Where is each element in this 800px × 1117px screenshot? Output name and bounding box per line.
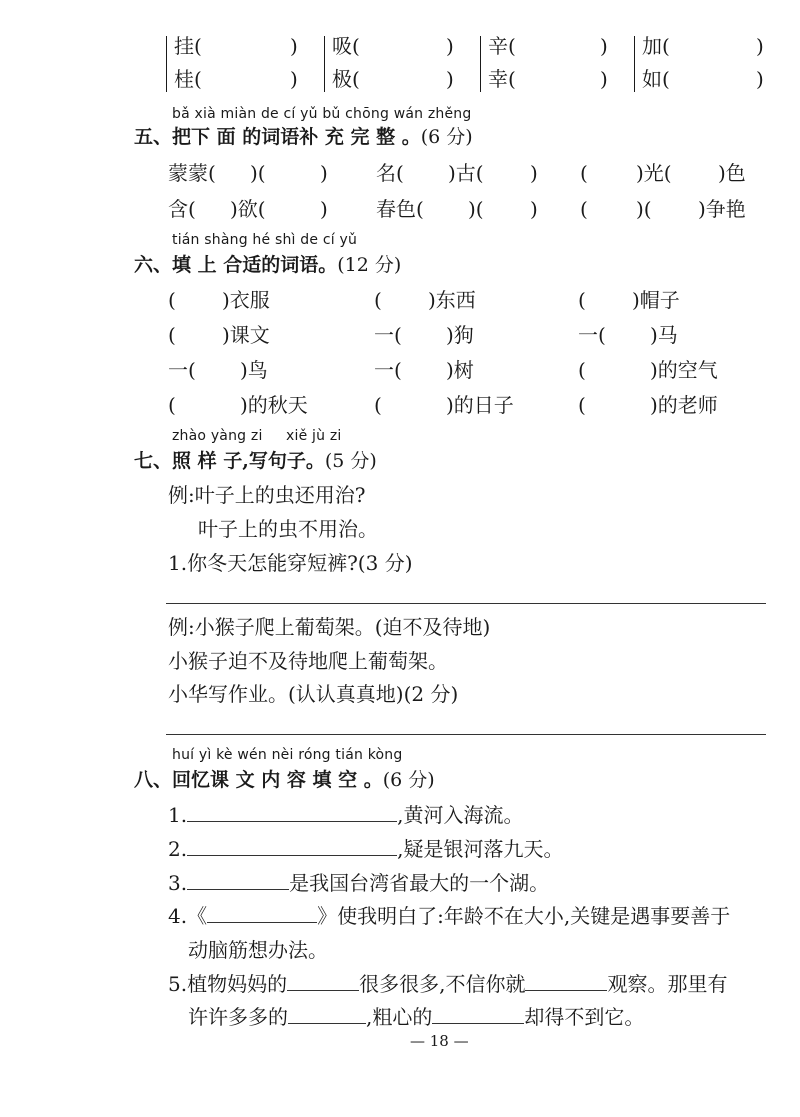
sec5-pinyin: bǎ xià miàn de cí yǔ bǔ chōng wán zhěng (172, 106, 472, 122)
sec8-pinyin: huí yì kè wén nèi róng tián kòng (172, 747, 403, 763)
sec7-example-1: 例:叶子上的虫还用治? (168, 483, 366, 507)
blank[interactable] (207, 904, 317, 923)
pair-4-bottom: 如( (642, 67, 670, 91)
pair-2-bottom: 极( (332, 67, 360, 91)
close-paren: ) (446, 67, 454, 91)
pair-3-top: 辛( (488, 34, 516, 58)
close-paren: ) (756, 34, 764, 58)
sec8-item-3: 3. 是我国台湾省最大的一个湖。 (168, 871, 550, 895)
page-number: — 18 — (410, 1032, 469, 1050)
blank[interactable] (287, 972, 359, 991)
sec8-item-2: 2. ,疑是银河落九天。 (168, 837, 564, 861)
close-paren: ) (600, 67, 608, 91)
sec7-example-1-answer: 叶子上的虫不用治。 (198, 517, 378, 541)
blank[interactable] (432, 1005, 524, 1024)
blank[interactable] (187, 837, 397, 856)
sec7-example-2-answer: 小猴子迫不及待地爬上葡萄架。 (168, 649, 448, 673)
sec7-question-2: 小华写作业。(认认真真地)(2 分) (168, 682, 459, 706)
close-paren: ) (290, 67, 298, 91)
sec7-example-2: 例:小猴子爬上葡萄架。(迫不及待地) (168, 615, 491, 639)
close-paren: ) (600, 34, 608, 58)
sec8-item-4-cont: 动脑筋想办法。 (188, 938, 328, 962)
close-paren: ) (756, 67, 764, 91)
blank[interactable] (187, 871, 289, 890)
sec8-item-4: 4.《 》使我明白了:年龄不在大小,关键是遇事要善于 (168, 904, 731, 928)
sec6-pinyin: tián shàng hé shì de cí yǔ (172, 232, 358, 248)
blank[interactable] (525, 972, 607, 991)
sec6-title: 六、填 上 合适的词语。(12 分) (134, 254, 402, 276)
sec7-question-1: 1.你冬天怎能穿短裤?(3 分) (168, 551, 413, 575)
blank[interactable] (187, 803, 397, 822)
answer-line-1[interactable] (166, 603, 766, 604)
sec7-title: 七、照 样 子,写句子。(5 分) (134, 450, 377, 472)
pair-1-bottom: 桂( (174, 67, 202, 91)
pair-4-top: 加( (642, 34, 670, 58)
sec8-item-5-cont: 许许多多的 ,粗心的 却得不到它。 (188, 1005, 645, 1029)
sec7-pinyin-1: zhào yàng zi (172, 428, 263, 444)
sec8-item-1: 1. ,黄河入海流。 (168, 803, 524, 827)
close-paren: ) (446, 34, 454, 58)
pair-2-top: 吸( (332, 34, 360, 58)
sec8-title: 八、回忆课 文 内 容 填 空 。(6 分) (134, 769, 435, 791)
sec7-pinyin-2: xiě jù zi (286, 428, 342, 444)
sec8-item-5: 5.植物妈妈的 很多很多,不信你就 观察。那里有 (168, 972, 728, 996)
close-paren: ) (290, 34, 298, 58)
sec5-title: 五、把下 面 的词语补 充 完 整 。(6 分) (134, 126, 473, 148)
answer-line-2[interactable] (166, 734, 766, 735)
pair-1-top: 挂( (174, 34, 202, 58)
blank[interactable] (288, 1005, 366, 1024)
pair-3-bottom: 幸( (488, 67, 516, 91)
